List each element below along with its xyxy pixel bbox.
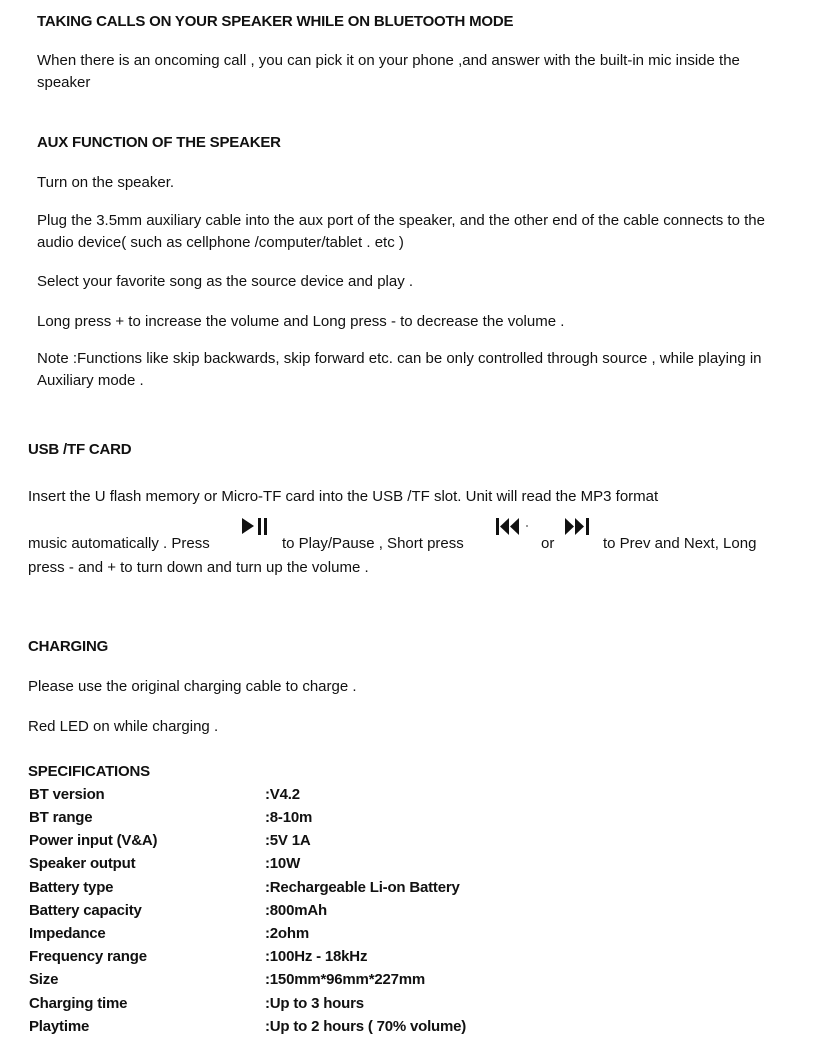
play-pause-icon: [240, 516, 276, 543]
spec-value: :Up to 2 hours ( 70% volume): [265, 1018, 467, 1035]
spec-label: Speaker output: [29, 855, 136, 872]
paragraph-aux-plug-cable: Plug the 3.5mm auxiliary cable into the aux port of the speaker, and the other end of the cable connects to the audio device( such as cellphone /computer/tablet . etc ): [37, 212, 765, 251]
spec-label: Playtime: [29, 1018, 90, 1035]
spec-value: :2ohm: [265, 925, 310, 942]
paragraph-aux-turn-on: Turn on the speaker.: [37, 174, 175, 191]
spec-value: :10W: [265, 855, 301, 872]
spec-label: Power input (V&A): [29, 832, 158, 849]
paragraph-aux-volume: Long press + to increase the volume and Long press - to decrease the volume .: [37, 313, 565, 330]
paragraph-usb-play-pause-text: to Play/Pause , Short press: [282, 535, 464, 552]
paragraph-usb-insert: Insert the U flash memory or Micro-TF card into the USB /TF slot. Unit will read the MP3 format: [28, 488, 659, 505]
previous-icon: [494, 516, 530, 543]
paragraph-bluetooth-calls: When there is an oncoming call , you can pick it on your phone ,and answer with the built-in mic inside the speaker: [37, 52, 740, 91]
paragraph-aux-select-song: Select your favorite song as the source device and play .: [37, 273, 414, 290]
heading-aux-function: AUX FUNCTION OF THE SPEAKER: [37, 134, 281, 151]
paragraph-usb-press-text: music automatically . Press: [28, 535, 210, 552]
spec-value: :5V 1A: [265, 832, 311, 849]
paragraph-usb-or-text: or: [541, 535, 555, 552]
spec-label: Frequency range: [29, 948, 147, 965]
heading-usb-tf-card: USB /TF CARD: [28, 441, 132, 458]
spec-value: :800mAh: [265, 902, 327, 919]
spec-value: :150mm*96mm*227mm: [265, 971, 426, 988]
spec-value: :Up to 3 hours: [265, 995, 364, 1012]
spec-label: Size: [29, 971, 59, 988]
spec-value: :100Hz - 18kHz: [265, 948, 368, 965]
spec-value: :V4.2: [265, 786, 300, 803]
paragraph-usb-volume: press - and + to turn down and turn up the volume .: [28, 559, 369, 576]
heading-charging: CHARGING: [28, 638, 109, 655]
spec-value: :Rechargeable Li-on Battery: [265, 879, 460, 896]
spec-label: Battery type: [29, 879, 114, 896]
next-icon: [563, 516, 599, 543]
paragraph-usb-prev-next-text: to Prev and Next, Long: [603, 535, 757, 552]
spec-label: BT version: [29, 786, 105, 803]
spec-label: Impedance: [29, 925, 106, 942]
paragraph-charging-cable: Please use the original charging cable to charge .: [28, 678, 357, 695]
spec-value: :8-10m: [265, 809, 313, 826]
spec-label: Battery capacity: [29, 902, 142, 919]
paragraph-aux-note: Note :Functions like skip backwards, skip forward etc. can be only controlled through source , while playing in Auxiliary mode .: [37, 350, 762, 389]
spec-label: Charging time: [29, 995, 128, 1012]
spec-label: BT range: [29, 809, 93, 826]
heading-bluetooth-calls: TAKING CALLS ON YOUR SPEAKER WHILE ON BLUETOOTH MODE: [37, 13, 514, 30]
heading-specifications: SPECIFICATIONS: [28, 763, 150, 780]
paragraph-charging-led: Red LED on while charging .: [28, 718, 219, 735]
